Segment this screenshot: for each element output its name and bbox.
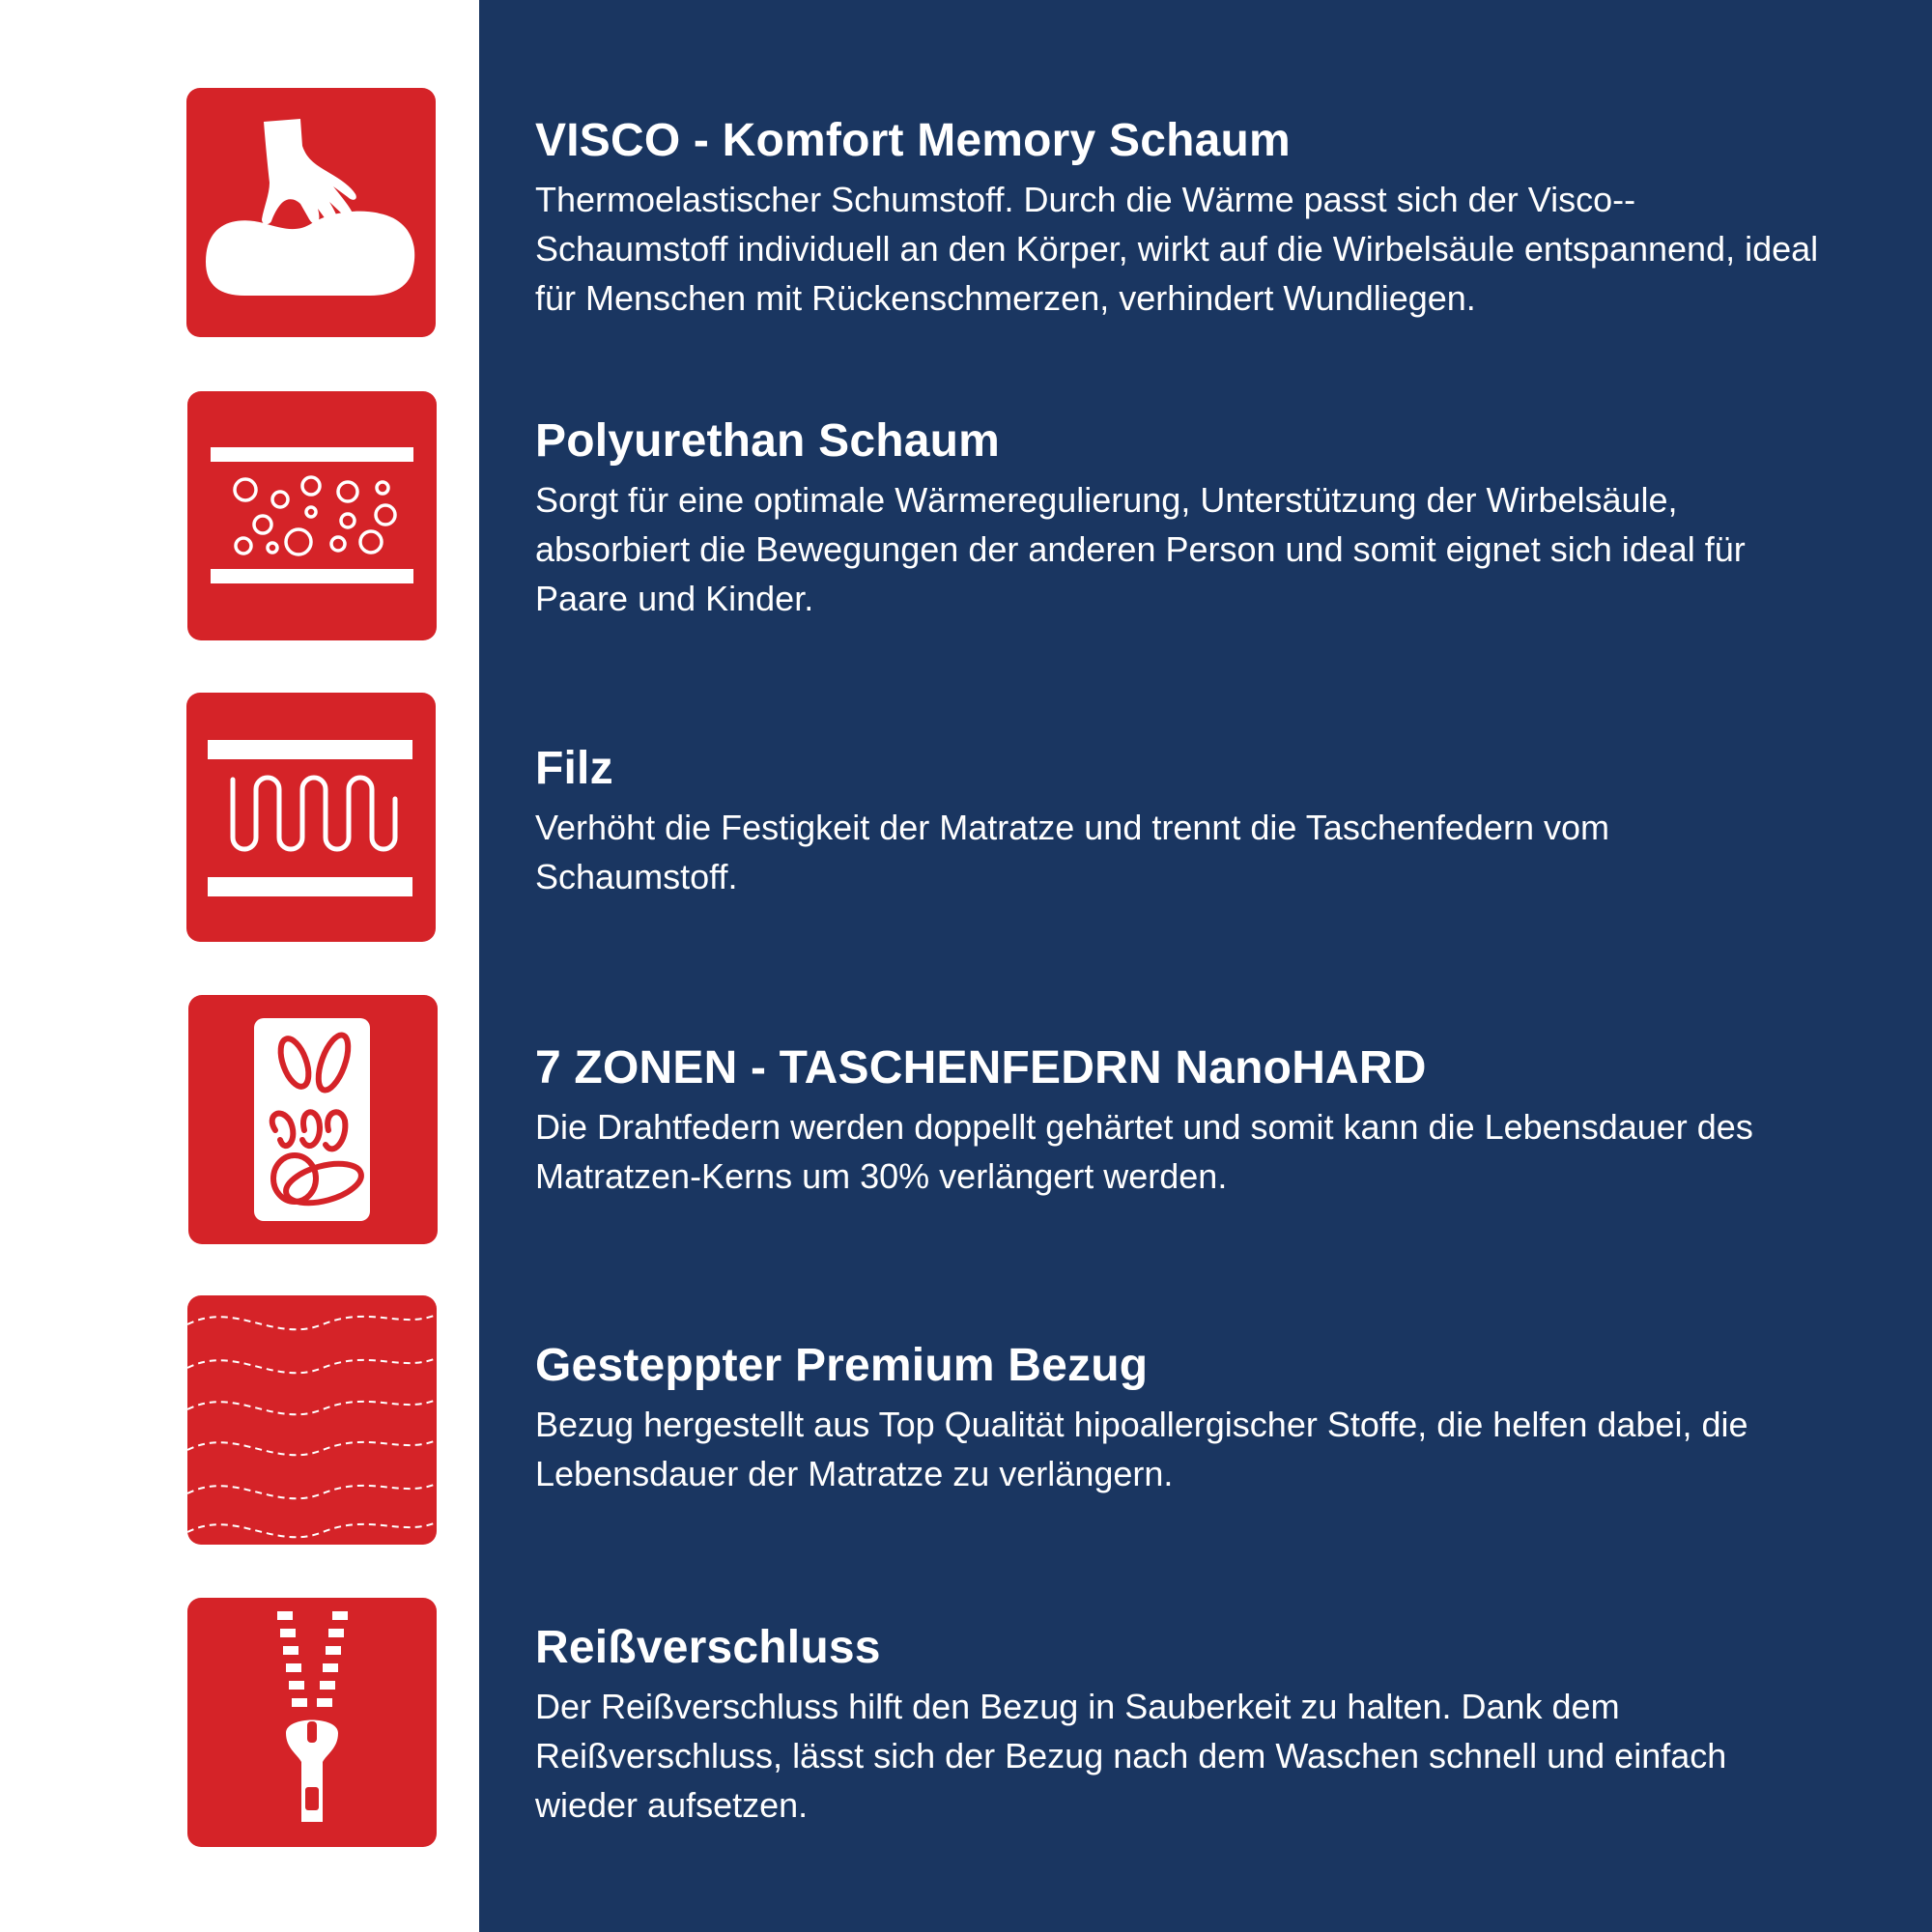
quilted-fabric-icon (187, 1295, 437, 1545)
feature-filz (535, 741, 1820, 901)
feature-description: Sorgt für eine optimale Wärmeregulierung, Unterstützung der Wirbelsäule, absorbiert die Bewegungen der anderen Person und somit eignet sich ideal für Paare und Kinder. (535, 480, 1746, 618)
feature-title: Filz (535, 743, 613, 794)
zipper-icon (187, 1598, 437, 1847)
feature-title: Gesteppter Premium Bezug (535, 1340, 1149, 1391)
feature-title: Reißverschluss (535, 1622, 881, 1673)
feature-description: Thermoelastischer Schumstoff. Durch die Wärme passt sich der Visco--Schaumstoff individuell an den Körper, wirkt auf die Wirbelsäule entspannend, ideal für Menschen mit Rückenschmerzen, verhindert Wundliegen. (535, 180, 1819, 318)
felt-layer-icon (186, 693, 436, 942)
feature-description: Verhöht die Festigkeit der Matratze und trennt die Taschenfedern vom Schaumstoff. (535, 808, 1609, 896)
feature-reissverschluss (535, 1620, 1820, 1830)
feature-taschenfedern (535, 1040, 1820, 1201)
feature-polyurethan (535, 413, 1820, 623)
feature-bezug (535, 1338, 1820, 1498)
foam-bubbles-icon (187, 391, 437, 640)
pocket-spring-icon (188, 995, 438, 1244)
hand-pressing-foam-icon (186, 88, 436, 337)
feature-title: Polyurethan Schaum (535, 415, 1001, 467)
feature-description: Bezug hergestellt aus Top Qualität hipoallergischer Stoffe, die helfen dabei, die Lebensdauer der Matratze zu verlängern. (535, 1405, 1748, 1493)
feature-description: Der Reißverschluss hilft den Bezug in Sauberkeit zu halten. Dank dem Reißverschluss, lässt sich der Bezug nach dem Waschen schnell und einfach wieder aufsetzen. (535, 1687, 1727, 1825)
feature-title: VISCO - Komfort Memory Schaum (535, 115, 1291, 166)
feature-description: Die Drahtfedern werden doppellt gehärtet und somit kann die Lebensdauer des Matratzen-Kerns um 30% verlängert werden. (535, 1107, 1753, 1196)
feature-title: 7 ZONEN - TASCHENFEDRN NanoHARD (535, 1042, 1427, 1094)
feature-visco (535, 113, 1820, 323)
